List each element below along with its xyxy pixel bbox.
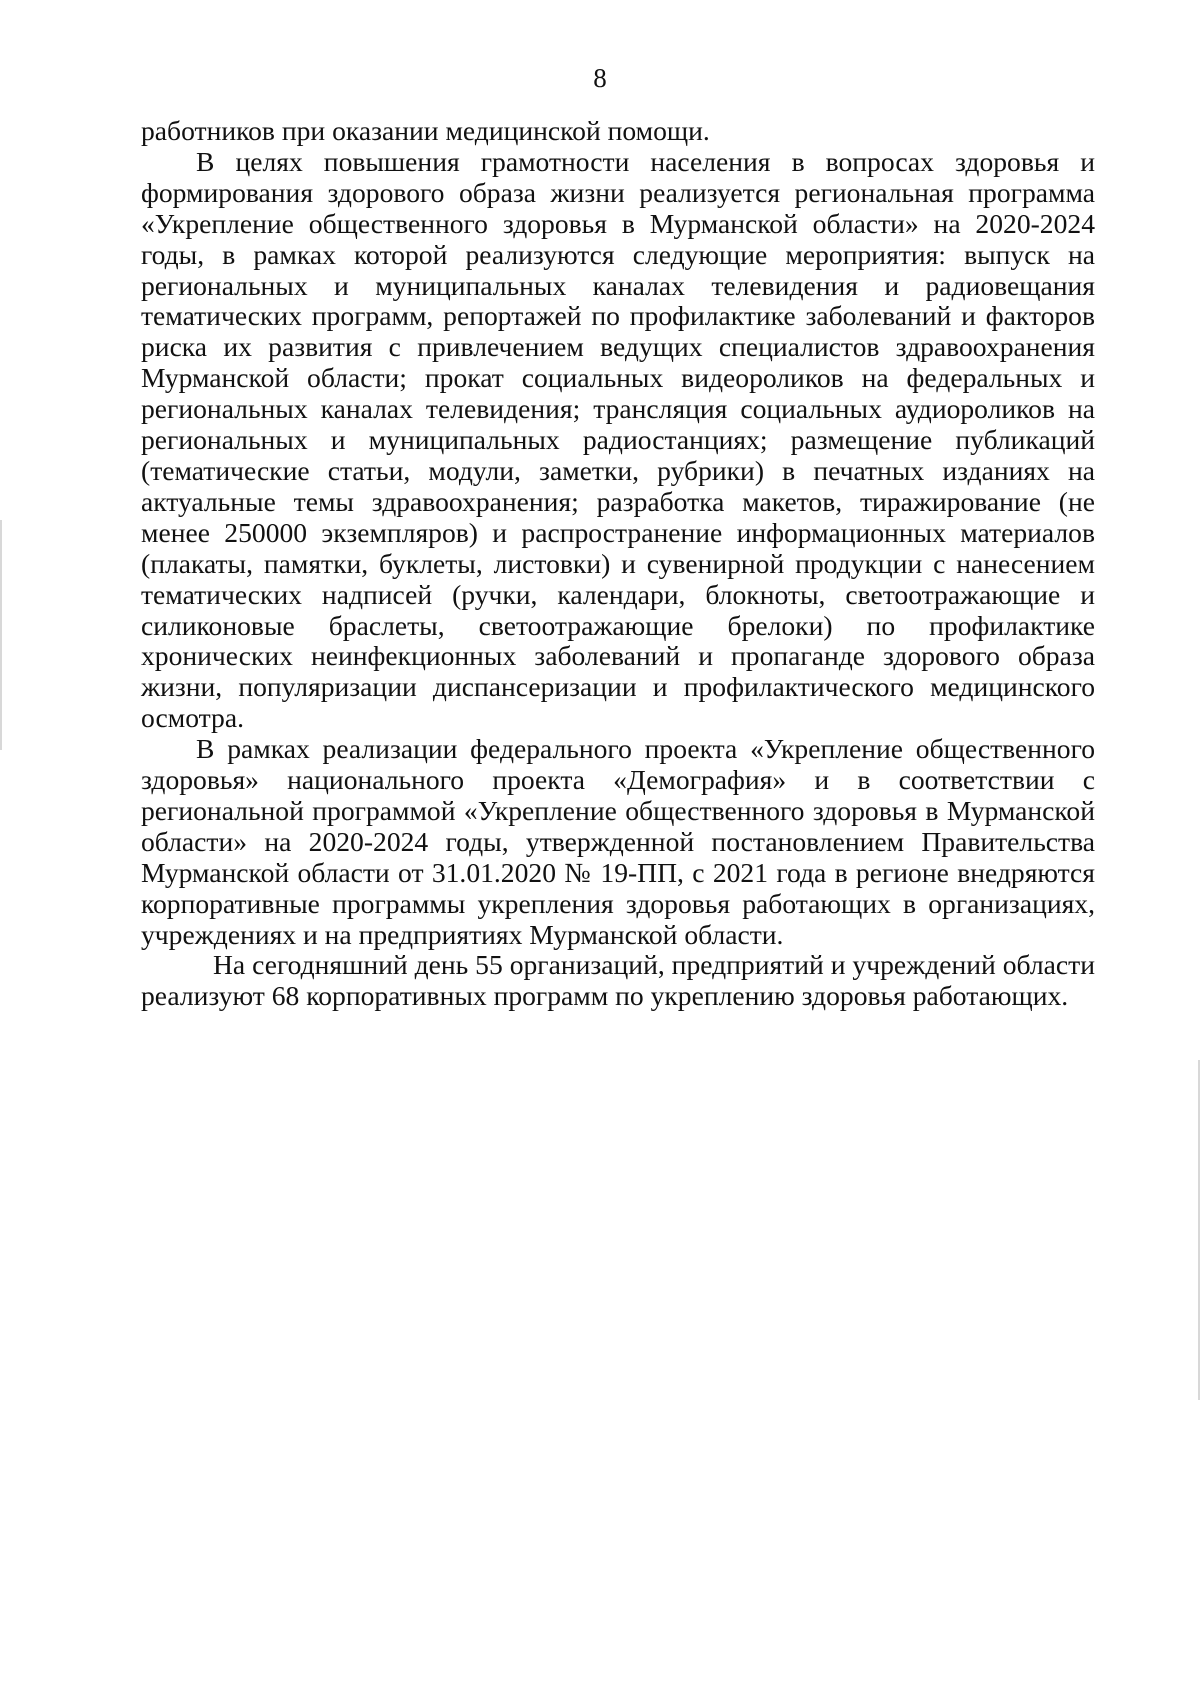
paragraph-regional-program: В целях повышения грамотности населения в вопросах здоровья и формирования здорового образа жизни реализуется региональная программа «Укрепление общественного здоровья в Мурманской области» на 2020-2024 годы, в рамках которой реализуются следующие мероприятия: выпуск на региональных и муниципальных каналах телевидения и радиовещания тематических программ, репортажей по профилактике заболеваний и факторов риска их развития с привлечением ведущих специалистов здравоохранения Мурманской области; прокат социальных видеороликов на федеральных и региональных каналах телевидения; трансляция социальных аудиороликов на региональных и муниципальных радиостанциях; размещение публикаций (тематические статьи, модули, заметки, рубрики) в печатных изданиях на актуальные темы здравоохранения; разработка макетов, тиражирование (не менее 250000 экземпляров) и распространение информационных материалов (плакаты, памятки, буклеты, листовки) и сувенирной продукции с нанесением тематических надписей (ручки, календари, блокноты, светоотражающие и силиконовые браслеты, светоотражающие брелоки) по профилактике хронических неинфекционных заболеваний и пропаганде здорового образа жизни, популяризации диспансеризации и профилактического медицинского осмотра.	[141, 145, 1095, 734]
paragraph-federal-project: В рамках реализации федерального проекта «Укрепление общественного здоровья» национального проекта «Демография» и в соответствии с региональной программой «Укрепление общественного здоровья в Мурманской области» на 2020-2024 годы, утвержденной постановлением Правительства Мурманской области от 31.01.2020 № 19-ПП, с 2021 года в регионе внедряются корпоративные программы укрепления здоровья работающих в организациях, учреждениях и на предприятиях Мурманской области.	[141, 733, 1095, 950]
document-body	[141, 116, 1095, 1012]
paragraph-corporate-programs: На сегодняшний день 55 организаций, предприятий и учреждений области реализуют 68 корпоративных программ по укреплению здоровья работающих.	[141, 949, 1095, 1012]
page-number: 8	[593, 63, 607, 93]
paragraph-continuation: работников при оказании медицинской помощи.	[141, 115, 710, 146]
scan-edge-left	[0, 520, 2, 750]
